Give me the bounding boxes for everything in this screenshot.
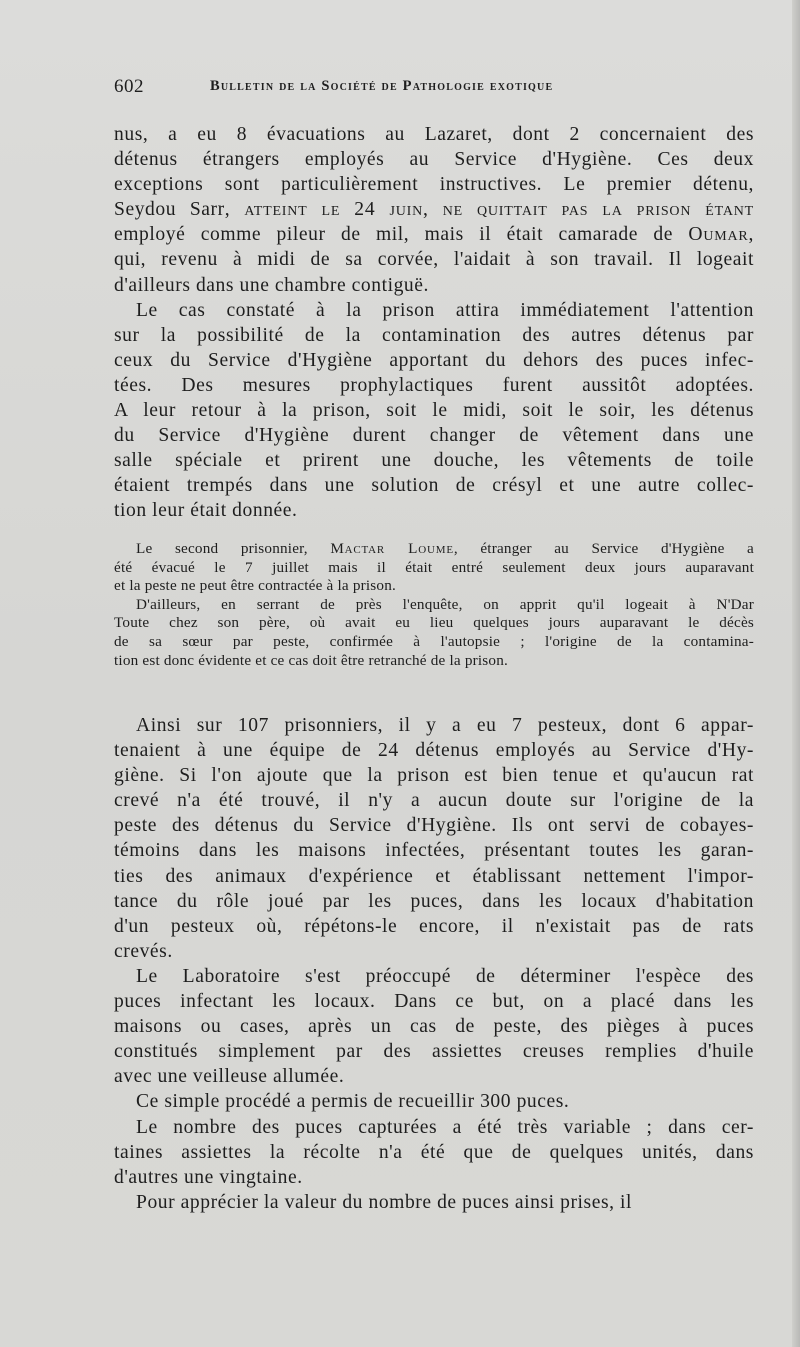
text-line: Pour apprécier la valeur du nombre de puces ainsi prises, il: [136, 1191, 633, 1213]
text-line: salle spéciale et prirent une douche, les vêtements de toile: [114, 450, 754, 472]
paragraph-3: [114, 713, 754, 964]
text-line: d'autres une vingtaine.: [114, 1166, 303, 1188]
text-line: tées. Des mesures prophylactiques furent aussitôt adoptées.: [114, 374, 754, 396]
text-line: et la peste ne peut être contractée à la prison.: [114, 577, 396, 595]
text-line: du Service d'Hygiène durent changer de vêtement dans une: [114, 425, 754, 447]
text-line: avec une veilleuse allumée.: [114, 1066, 345, 1088]
text-line: qui, revenu à midi de sa corvée, l'aidait à son travail. Il logeait: [114, 249, 754, 271]
text-line: Le Laboratoire s'est préoccupé de déterminer l'espèce des: [136, 965, 754, 987]
main-text-top: [114, 122, 754, 524]
text-line: Ce simple procédé a permis de recueillir 300 puces.: [136, 1091, 570, 1113]
text-line: tenaient à une équipe de 24 détenus employés au Service d'Hy-: [114, 740, 754, 762]
text-line: [114, 197, 754, 222]
text-line: [114, 540, 754, 559]
text-line: Le nombre des puces capturées a été très variable ; dans cer-: [136, 1116, 754, 1138]
running-header: [114, 76, 754, 100]
text-line: constitués simplement par des assiettes creuses remplies d'huile: [114, 1041, 754, 1063]
text-segment: , étranger au Service d'Hygiène a: [453, 540, 754, 557]
text-line: ceux du Service d'Hygiène apportant du dehors des puces infec-: [114, 349, 754, 371]
text-line: tion est donc évidente et ce cas doit être retranché de la prison.: [114, 651, 508, 669]
text-line: été évacué le 7 juillet mais il était entré seulement deux jours auparavant: [114, 558, 754, 576]
text-line: Le cas constaté à la prison attira immédiatement l'attention: [136, 299, 754, 321]
paragraph-2: [114, 298, 754, 524]
text-line: crevé n'a été trouvé, il n'y a aucun doute sur l'origine de la: [114, 790, 754, 812]
text-line: d'un pesteux où, répétons-le encore, il n'existait pas de rats: [114, 915, 754, 937]
text-segment: ,: [748, 224, 754, 246]
text-line: giène. Si l'on ajoute que la prison est bien tenue et qu'aucun rat: [114, 765, 754, 787]
person-name: Mactar Loume: [330, 540, 454, 557]
text-segment: Seydou Sarr: [114, 199, 225, 221]
text-line: détenus étrangers employés au Service d'Hygiène. Ces deux: [114, 149, 754, 171]
text-line: tion leur était donnée.: [114, 500, 298, 522]
running-title: Bulletin de la Société de Pathologie exotique: [210, 78, 554, 94]
note-paragraph-1: [114, 540, 754, 596]
main-text-bottom: [114, 713, 754, 1215]
person-name: Oumar: [688, 224, 749, 246]
text-line: [114, 222, 754, 247]
person-name: , atteint le 24 juin, ne quittait pas la prison étant: [224, 199, 754, 221]
text-line: maisons ou cases, après un cas de peste, des pièges à puces: [114, 1016, 754, 1038]
text-line: Toute chez son père, où avait eu lieu quelques jours auparavant le décès: [114, 614, 754, 632]
text-segment: Le second prisonnier,: [136, 540, 331, 557]
text-segment: employé comme pileur de mil, mais il était camarade de: [114, 224, 689, 246]
page-edge-shadow: [792, 0, 800, 1347]
page-number: 602: [114, 76, 144, 97]
text-line: nus, a eu 8 évacuations au Lazaret, dont 2 concernaient des: [114, 124, 754, 145]
text-line: puces infectant les locaux. Dans ce but, on a placé dans les: [114, 991, 754, 1013]
note-paragraph-2: [114, 596, 754, 670]
text-line: sur la possibilité de la contamination des autres détenus par: [114, 324, 754, 346]
text-line: peste des détenus du Service d'Hygiène. Ils ont servi de cobayes-: [114, 815, 754, 837]
paragraph-1: [114, 122, 754, 298]
paragraph-5: [114, 1089, 754, 1114]
small-print-note: [114, 540, 754, 670]
paragraph-6: [114, 1115, 754, 1190]
text-line: D'ailleurs, en serrant de près l'enquête, on apprit qu'il logeait à N'Dar: [136, 595, 754, 613]
text-line: témoins dans les maisons infectées, présentant toutes les garan-: [114, 840, 754, 862]
paragraph-7: [114, 1190, 754, 1215]
text-line: crevés.: [114, 940, 173, 962]
text-line: exceptions sont particulièrement instructives. Le premier détenu,: [114, 174, 754, 196]
text-line: tance du rôle joué par les puces, dans les locaux d'habitation: [114, 890, 754, 912]
text-line: taines assiettes la récolte n'a été que de quelques unités, dans: [114, 1141, 754, 1163]
text-line: A leur retour à la prison, soit le midi, soit le soir, les détenus: [114, 400, 754, 422]
paragraph-4: [114, 964, 754, 1089]
text-line: étaient trempés dans une solution de crésyl et une autre collec-: [114, 475, 754, 497]
text-line: de sa sœur par peste, confirmée à l'autopsie ; l'origine de la contamina-: [114, 632, 754, 650]
text-line: ties des animaux d'expérience et établissant nettement l'impor-: [114, 865, 754, 887]
text-line: Ainsi sur 107 prisonniers, il y a eu 7 pesteux, dont 6 appar-: [136, 715, 754, 736]
text-line: d'ailleurs dans une chambre contiguë.: [114, 274, 429, 296]
